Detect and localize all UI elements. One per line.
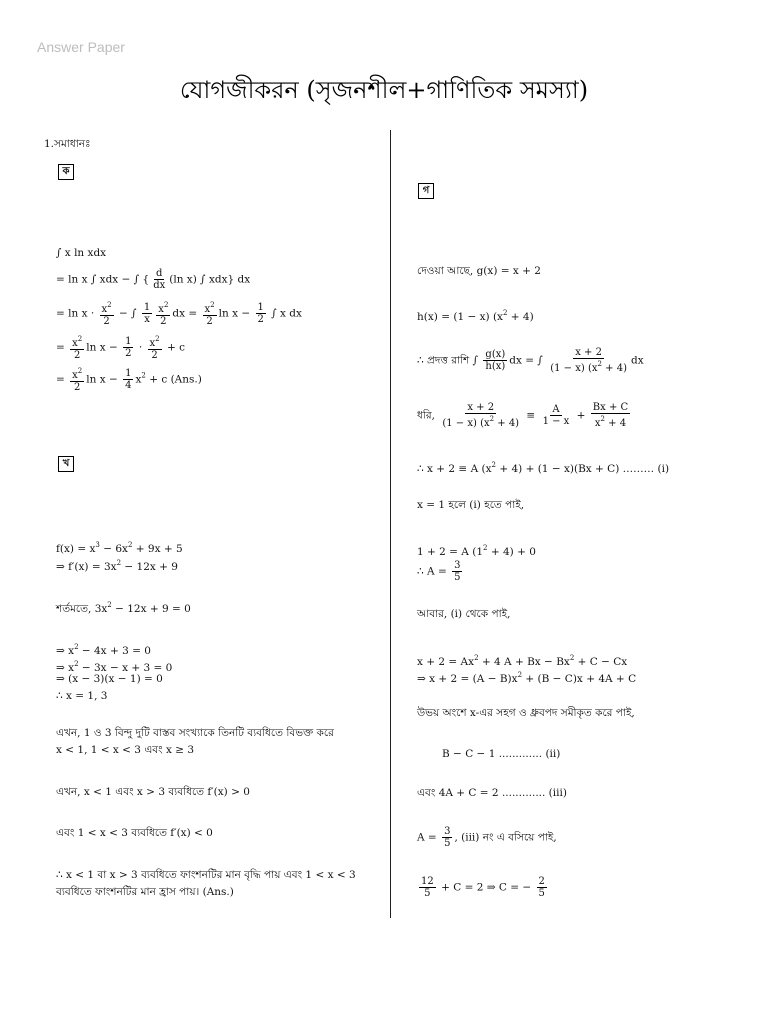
solution-heading: 1.সমাধানঃ [44, 138, 91, 150]
ga-line-15: A = $\frac{3}{5}$ , (iii) নং এ বসিয়ে পাই, [417, 826, 557, 849]
ga-line-7: 1 + 2 = A $(1^2 + 4) + 0$ [417, 544, 536, 558]
ga-line-14: এবং 4A + C = 2 ............. (iii) [417, 787, 567, 799]
part-ka-label: ক [58, 164, 74, 180]
ga-line-10: $x + 2 = Ax^2 + 4$ $A + Bx - Bx^2 + C - Cx$ [417, 654, 628, 668]
kha-line-5: ⇒ $x^2 - 3x - x + 3 = 0$ [56, 660, 173, 674]
kha-line-3: শর্তমতে, $3x^2 - 12x + 9 = 0$ [56, 601, 191, 615]
ga-line-5: ∴ x + 2 ≡ A $(x^2 + 4) + (1 - x)(Bx + C)$ ……… (i) [417, 461, 670, 475]
kha-line-2: ⇒ $f'(x) = 3x^2 - 12x + 9$ [56, 559, 178, 573]
kha-line-12: ∴ x < 1 বা x > 3 ব্যবধিতে ফাংশনটির মান বৃদ্ধি পায় এবং 1 < x < 3 [56, 869, 356, 881]
column-divider [390, 130, 391, 918]
ga-line-4: ধরি, $\frac{x + 2}{(1 - x) (x^2 + 4)}$ ≡ $\frac{A}{1 - x}$ + $\frac{Bx + C}{x^2 + 4}$ [417, 402, 629, 429]
ka-line-1: ∫ x ln xdx [56, 247, 107, 259]
ga-line-9: আবার, (i) থেকে পাই, [417, 608, 511, 620]
kha-line-1: $f(x) = x^3 - 6x^2 + 9x + 5$ [56, 541, 183, 555]
kha-line-4: ⇒ $x^2 - 4x + 3 = 0$ [56, 643, 151, 657]
kha-line-7: ∴ x = 1, 3 [56, 690, 108, 702]
ka-line-5: = $\frac{x^2}{2}$ ln x − $\frac{1}{4}$ $x^2 + c$ (Ans.) [56, 367, 202, 393]
watermark-header: Answer Paper [37, 39, 125, 55]
kha-line-6: ⇒ (x − 3)(x − 1) = 0 [56, 673, 163, 685]
ga-line-13: B − C − 1 ............. (ii) [442, 748, 561, 760]
ga-line-11: ⇒ $x + 2 = (A - B)x^2 + (B - C)x + 4A + C$ [417, 671, 637, 685]
ga-line-16: $\frac{12}{5}$ + C = 2 ⇒ C = − $\frac{2}{5}$ [421, 876, 545, 899]
ga-line-3: ∴ প্রদত্ত রাশি ∫ $\frac{g(x)}{h(x)}$ dx = ∫ $\frac{x + 2}{(1 - x) (x^2 + 4)}$ dx [417, 347, 644, 374]
ga-line-1: দেওয়া আছে, g(x) = x + 2 [417, 265, 541, 277]
kha-line-11: এবং 1 < x < 3 ব্যবধিতে f′(x) < 0 [56, 827, 213, 839]
ga-line-8: ∴ A = $\frac{3}{5}$ [417, 560, 461, 583]
ka-line-4: = $\frac{x^2}{2}$ ln x − $\frac{1}{2}$ · $\frac{x^2}{2}$ + c [56, 335, 185, 361]
page-title: যোগজীকরন (সৃজনশীল+গাণিতিক সমস্যা) [179, 76, 589, 104]
ga-line-2: h(x) = (1 − x) $(x^2 + 4)$ [417, 309, 534, 323]
part-kha-label: খ [58, 456, 74, 472]
ka-line-3: = ln x · $\frac{x^2}{2}$ − ∫ $\frac{1}{x}$ $\frac{x^2}{2}$ dx = $\frac{x^2}{2}$ ln x − $\frac{1}{2}$ ∫ x dx [56, 301, 302, 327]
kha-line-9: x < 1, 1 < x < 3 এবং x ≥ 3 [56, 744, 195, 756]
kha-line-10: এখন, x < 1 এবং x > 3 ব্যবধিতে f′(x) > 0 [56, 786, 250, 798]
ga-line-12: উভয় অংশে x-এর সহগ ও ধ্রুবপদ সমীকৃত করে পাই, [417, 707, 635, 719]
ka-line-2: = ln x ∫ xdx − ∫ { $\frac{d}{dx}$ (ln x) ∫ xdx} dx [56, 268, 251, 291]
part-ga-label: গ [418, 183, 434, 199]
kha-line-13: ব্যবধিতে ফাংশনটির মান হ্রাস পায়। (Ans.) [56, 886, 234, 898]
kha-line-8: এখন, 1 ও 3 বিন্দু দুটি বাস্তব সংখ্যাকে তিনটি ব্যবধিতে বিভক্ত করে [56, 727, 334, 739]
ga-line-6: x = 1 হলে (i) হতে পাই, [417, 499, 525, 511]
